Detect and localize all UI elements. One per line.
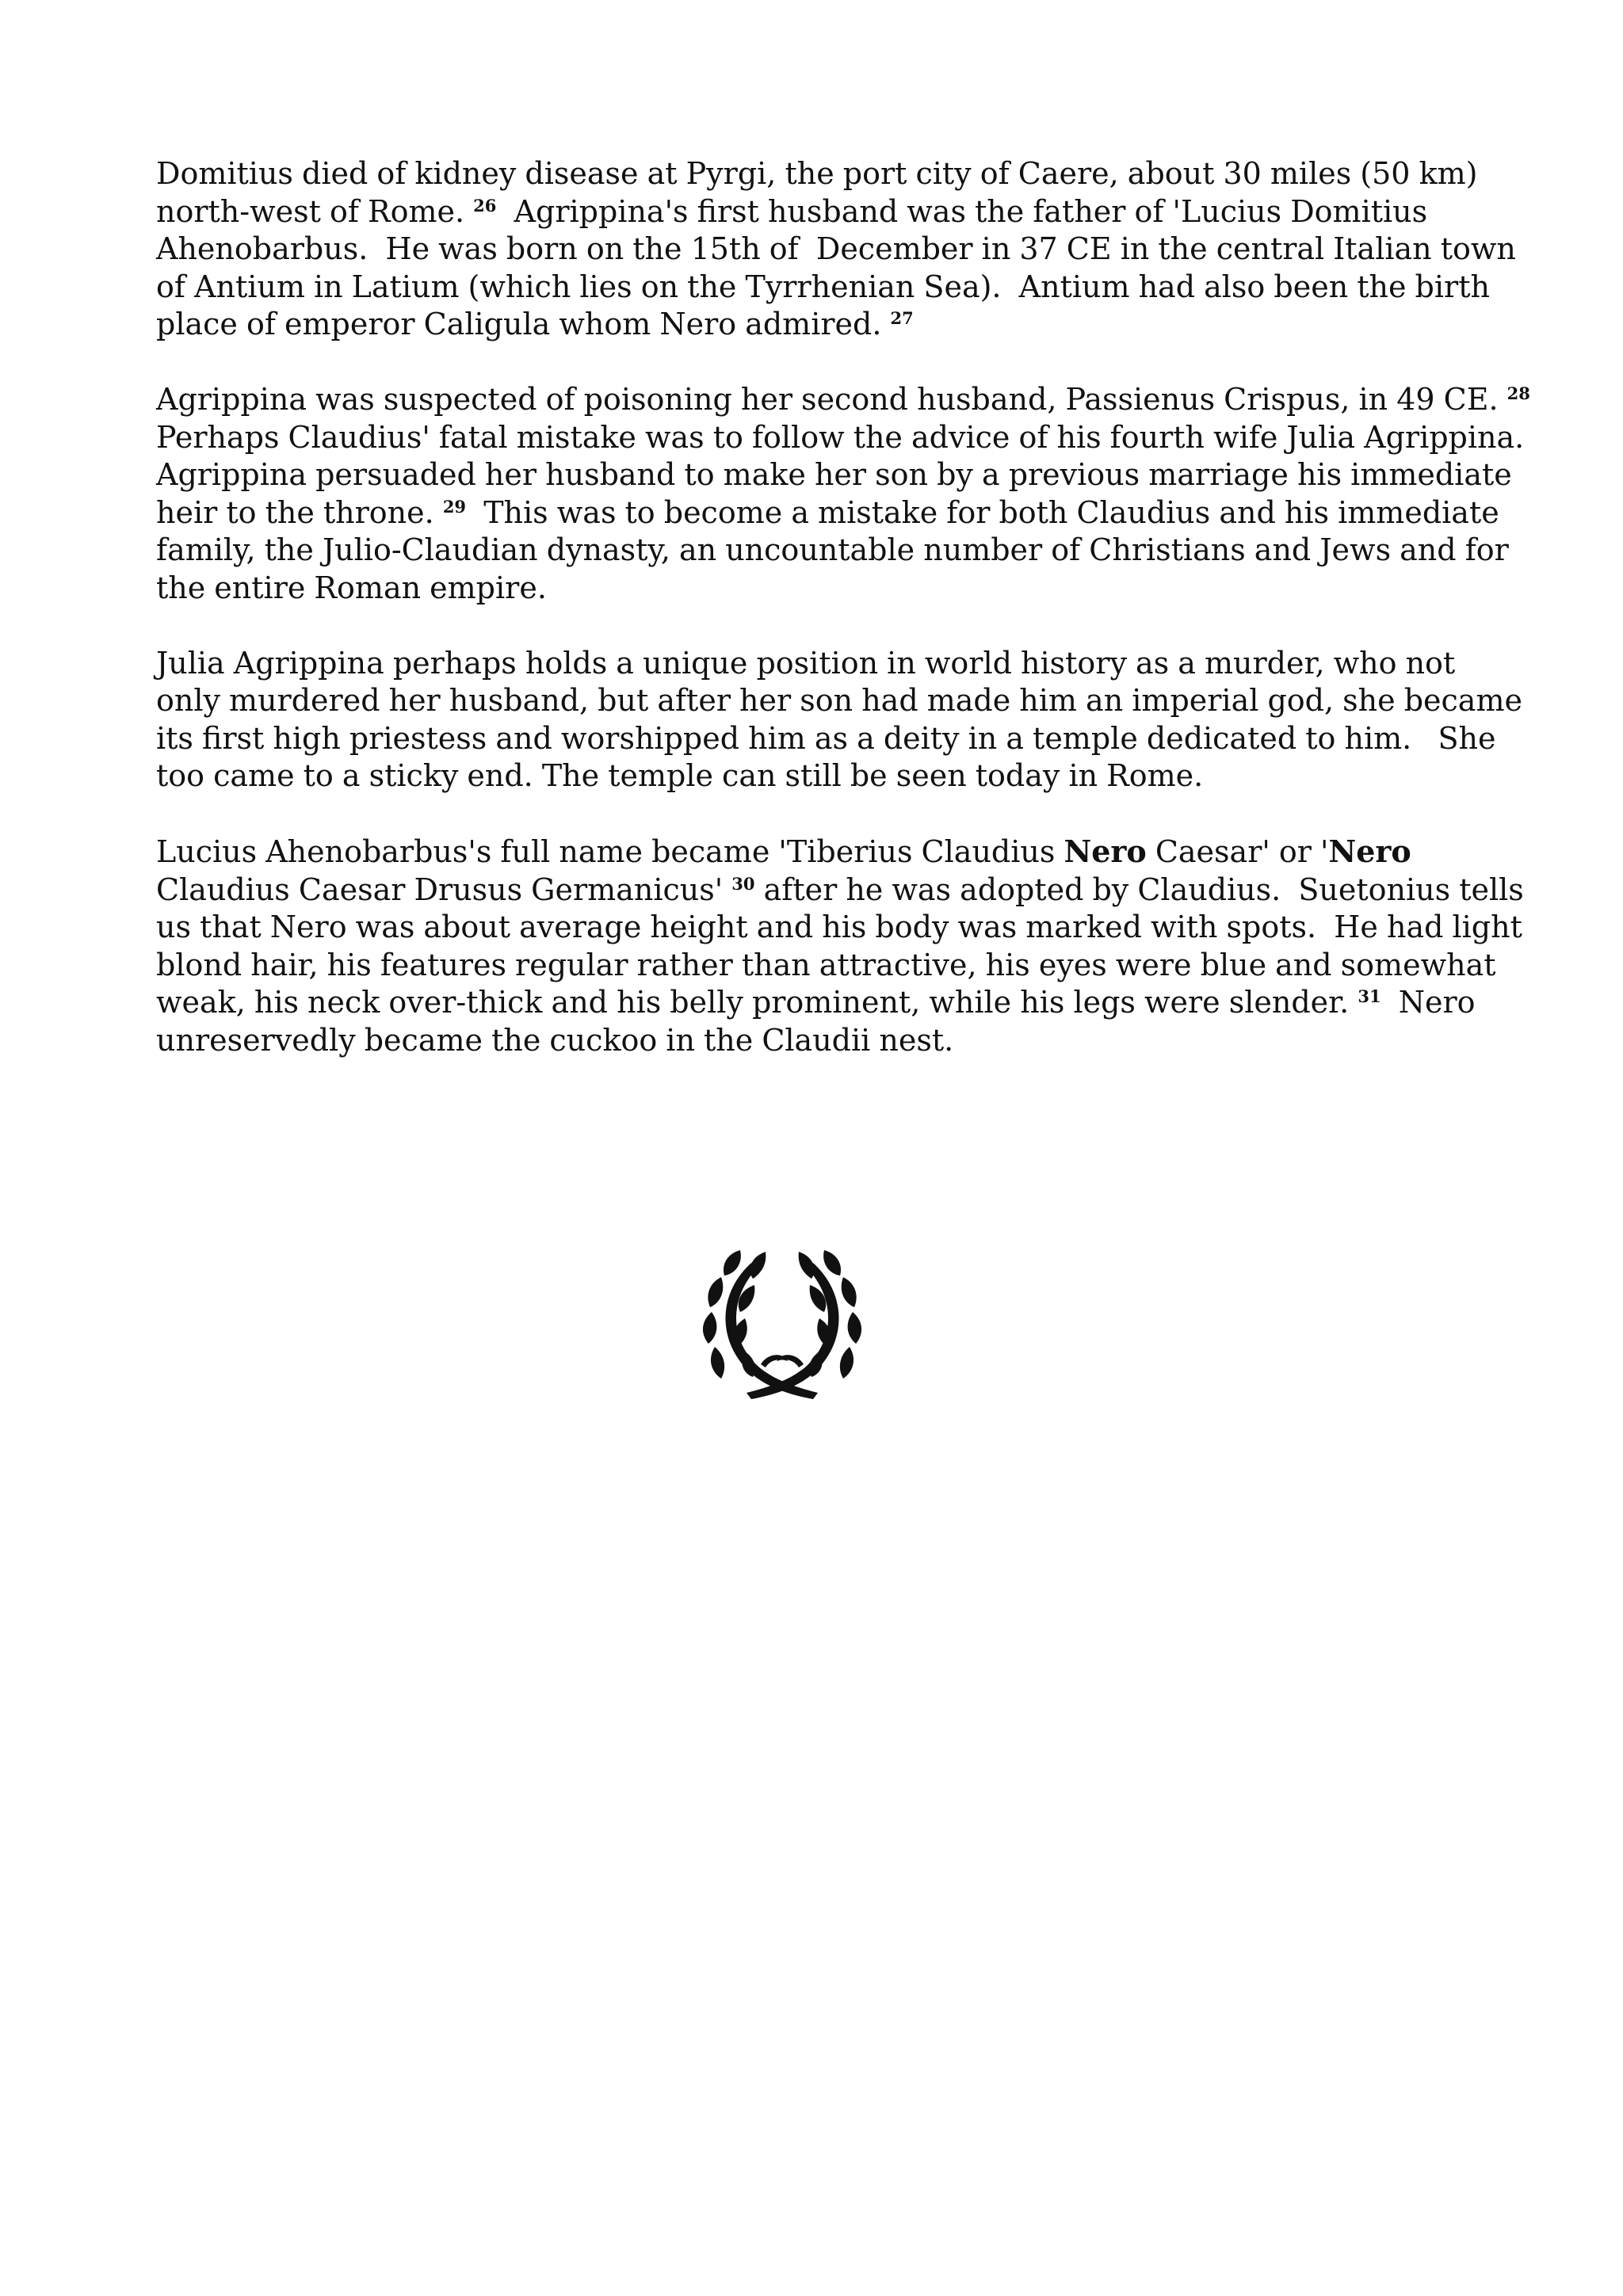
text-run: north-west of Rome. xyxy=(156,193,474,229)
footnote-marker: 27 xyxy=(890,308,914,328)
paragraph xyxy=(156,833,1524,1059)
text-line xyxy=(156,456,1512,494)
text-line xyxy=(156,155,1487,193)
text-run: Agrippina was suspected of poisoning her second husband, Passienus Crispus, in 49 CE. xyxy=(156,382,1507,417)
footnote-marker: 30 xyxy=(731,873,755,894)
text-run: This was to become a mistake for both Claudius and his immediate xyxy=(466,494,1499,530)
text-run: its first high priestess and worshipped him as a deity in a temple dedicated to him. She xyxy=(156,720,1496,756)
text-line xyxy=(156,231,1516,269)
text-run: place of emperor Caligula whom Nero admired. xyxy=(156,307,891,341)
text-run: only murdered her husband, but after her son had made him an imperial god, she became xyxy=(156,683,1522,718)
text-run: Caesar' or ' xyxy=(1146,834,1329,869)
text-run: unreservedly became the cuckoo in the Claudii nest. xyxy=(156,1022,954,1058)
text-run: Ahenobarbus. He was born on the 15th of December in 37 CE in the central Italian town xyxy=(156,231,1516,266)
text-run: family, the Julio-Claudian dynasty, an uncountable number of Christians and Jews and for xyxy=(156,532,1509,567)
paragraph xyxy=(156,645,1522,795)
text-run: of Antium in Latium (which lies on the Tyrrhenian Sea). Antium had also been the birth xyxy=(156,269,1490,304)
paragraph-gap xyxy=(156,344,1487,382)
laurel-wreath-icon xyxy=(694,1245,870,1401)
text-line xyxy=(156,306,1487,344)
text-run: Agrippina's first husband was the father of 'Lucius Domitius xyxy=(496,193,1428,229)
paragraph-gap xyxy=(156,795,1487,833)
text-run: blond hair, his features regular rather than attractive, his eyes were blue and somewhat xyxy=(156,947,1496,982)
text-run: Domitius died of kidney disease at Pyrgi, the port city of Caere, about 30 miles (50 km) xyxy=(156,156,1478,191)
text-run: Perhaps Claudius' fatal mistake was to follow the advice of his fourth wife Julia Agrippina. xyxy=(156,419,1525,455)
bold-name: Nero xyxy=(1328,833,1411,869)
text-line xyxy=(156,193,1487,231)
text-line xyxy=(156,381,1530,419)
text-run: weak, his neck over-thick and his belly prominent, while his legs were slender. xyxy=(156,985,1358,1020)
text-run: Julia Agrippina perhaps holds a unique position in world history as a murder, who not xyxy=(156,645,1456,681)
footnote-marker: 31 xyxy=(1358,986,1381,1006)
text-line xyxy=(156,682,1522,720)
text-run: Agrippina persuaded her husband to make her son by a previous marriage his immediate xyxy=(156,457,1512,492)
text-run: the entire Roman empire. xyxy=(156,570,547,605)
text-line xyxy=(156,909,1522,947)
text-run: after he was adopted by Claudius. Suetonius tells xyxy=(754,871,1524,907)
text-line xyxy=(156,984,1487,1022)
text-run: Nero xyxy=(1381,985,1476,1020)
footnote-marker: 29 xyxy=(442,496,467,517)
footnote-marker: 28 xyxy=(1507,383,1530,403)
text-line xyxy=(156,871,1524,910)
text-line xyxy=(156,947,1496,985)
text-run: too came to a sticky end. The temple can still be seen today in Rome. xyxy=(156,758,1204,793)
text-line xyxy=(156,494,1499,532)
footnote-marker: 26 xyxy=(473,195,497,215)
body-text xyxy=(156,155,1530,1059)
text-line xyxy=(156,720,1496,758)
text-run: Lucius Ahenobarbus's full name became 'Tiberius Claudius xyxy=(156,834,1064,869)
text-line xyxy=(156,419,1525,457)
text-run: Claudius Caesar Drusus Germanicus' xyxy=(156,871,732,907)
text-run: us that Nero was about average height and his body was marked with spots. He had light xyxy=(156,910,1522,944)
paragraph-gap xyxy=(156,607,1487,645)
bold-name: Nero xyxy=(1064,833,1147,869)
text-line xyxy=(156,269,1490,307)
text-line xyxy=(156,645,1487,683)
text-line xyxy=(156,532,1509,570)
paragraph xyxy=(156,381,1530,607)
text-line xyxy=(156,833,1487,871)
text-line xyxy=(156,1022,1487,1060)
paragraph xyxy=(156,155,1516,344)
text-run: heir to the throne. xyxy=(156,494,443,530)
text-line xyxy=(156,570,1487,608)
text-line xyxy=(156,757,1487,795)
